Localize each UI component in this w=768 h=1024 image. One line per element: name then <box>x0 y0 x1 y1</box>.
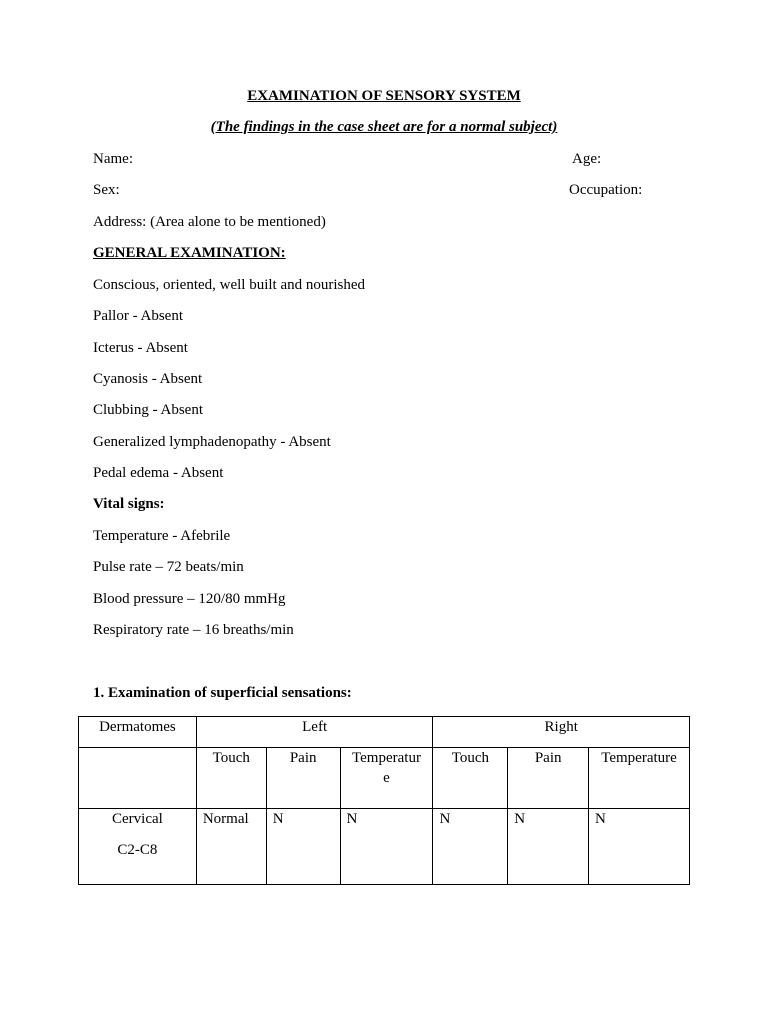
header-cell-right-touch: Touch <box>433 748 508 809</box>
header-cell-text-line: e <box>383 770 390 786</box>
general-item: Generalized lymphadenopathy - Absent <box>93 434 331 450</box>
general-item: Pallor - Absent <box>93 308 183 324</box>
document-title: EXAMINATION OF SENSORY SYSTEM <box>247 88 521 104</box>
address-field-label: Address: (Area alone to be mentioned) <box>93 214 326 230</box>
name-field-label: Name: <box>93 151 133 167</box>
table-row <box>79 809 690 885</box>
header-cell-text-line: Temperatur <box>352 750 421 766</box>
vital-item: Pulse rate – 72 beats/min <box>93 559 244 575</box>
table-header-row <box>79 717 690 748</box>
header-cell-left-temperature <box>340 748 433 809</box>
value-cell-left-temperature: N <box>340 809 433 885</box>
general-examination-heading: GENERAL EXAMINATION: <box>93 245 286 261</box>
general-item: Pedal edema - Absent <box>93 465 224 481</box>
header-cell-left-touch: Touch <box>196 748 266 809</box>
header-cell-dermatomes: Dermatomes <box>79 717 197 748</box>
value-cell-right-touch: N <box>433 809 508 885</box>
value-cell-right-temperature: N <box>589 809 690 885</box>
general-item: Conscious, oriented, well built and nourished <box>93 277 366 293</box>
value-cell-left-touch: Normal <box>196 809 266 885</box>
dermatome-segment: C2-C8 <box>117 842 158 858</box>
general-item: Clubbing - Absent <box>93 402 204 418</box>
sex-field-label: Sex: <box>93 182 120 198</box>
general-item: Icterus - Absent <box>93 340 188 356</box>
dermatome-cell <box>79 809 197 885</box>
header-cell-empty <box>79 748 197 809</box>
vital-item: Blood pressure – 120/80 mmHg <box>93 591 286 607</box>
value-cell-left-pain: N <box>266 809 340 885</box>
header-cell-right: Right <box>433 717 690 748</box>
table-subheader-row <box>79 748 690 809</box>
occupation-field-label: Occupation: <box>569 182 643 198</box>
age-field-label: Age: <box>572 151 602 167</box>
vital-item: Respiratory rate – 16 breaths/min <box>93 622 294 638</box>
header-cell-right-temperature: Temperature <box>589 748 690 809</box>
dermatome-name: Cervical <box>112 811 163 827</box>
header-cell-left-pain: Pain <box>266 748 340 809</box>
value-cell-right-pain: N <box>508 809 589 885</box>
vital-item: Temperature - Afebrile <box>93 528 231 544</box>
vital-signs-heading: Vital signs: <box>93 496 165 512</box>
superficial-sensations-heading: 1. Examination of superficial sensations: <box>93 685 352 701</box>
document-subtitle: (The findings in the case sheet are for a normal subject) <box>210 119 558 135</box>
header-cell-left: Left <box>196 717 433 748</box>
general-item: Cyanosis - Absent <box>93 371 203 387</box>
superficial-sensations-table <box>78 716 690 885</box>
header-cell-right-pain: Pain <box>508 748 589 809</box>
